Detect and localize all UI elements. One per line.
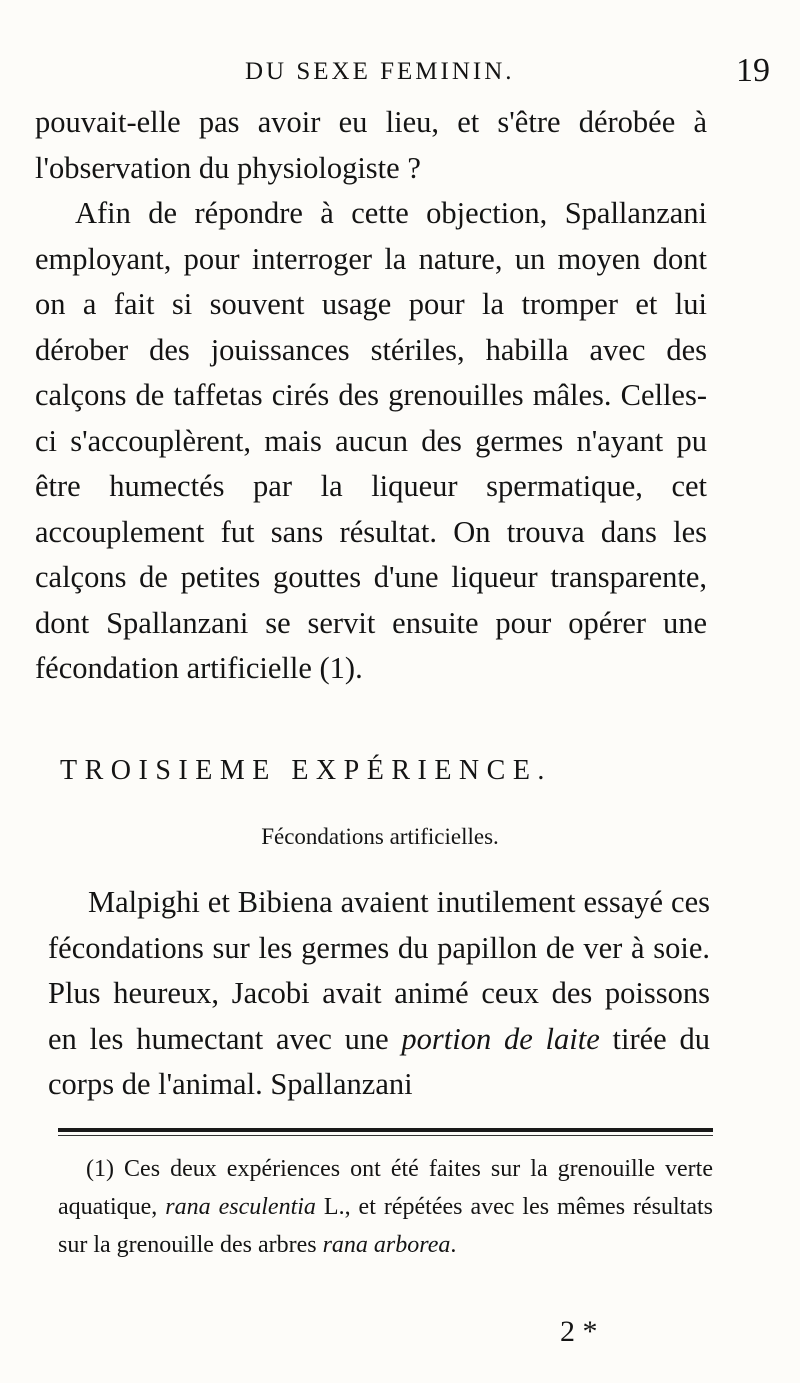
page-header <box>40 52 770 102</box>
signature-mark: 2 * <box>560 1315 598 1348</box>
footnote-paragraph <box>58 1150 713 1264</box>
paragraph-3-italic: portion de laite <box>401 1021 600 1056</box>
footnote-part-1: (1) Ces deux expériences ont été faites sur la grenouille verte aquatique, <box>58 1156 713 1220</box>
page-number: 19 <box>736 52 770 89</box>
footnote-part-2: L., et répétées avec les mêmes résultats sur la grenouille des arbres <box>58 1194 714 1258</box>
paragraph-1: pouvait-elle pas avoir eu lieu, et s'être dérobée à l'observation du physiologiste ? <box>35 105 707 185</box>
footnote-part-3: . <box>450 1232 457 1258</box>
body-text-2 <box>48 880 710 1108</box>
paragraph-3-end: tirée du corps de l'animal. Spallanzani <box>48 1021 710 1101</box>
footnote-italic-2: rana arborea <box>322 1232 451 1258</box>
footnote-rule-thin <box>58 1135 713 1136</box>
footnote <box>58 1150 713 1264</box>
paragraph-2: Afin de répondre à cette objection, Spallanzani employant, pour interroger la nature, un moyen dont on a fait si souvent usage pour la tromper et lui dérober des jouissances stériles, habilla avec des calçons de taffetas cirés des grenouilles mâles. Celles-ci s'accouplèrent, mais aucun des germes n'ayant pu être humectés par la liqueur spermatique, cet accouplement fut sans résultat. On trouva dans les calçons de petites gouttes d'une liqueur transparente, dont Spallanzani se servit ensuite pour opérer une fécondation artificielle (1). <box>35 196 707 685</box>
paragraph-3-start: Malpighi et Bibiena avaient inutilement essayé ces fécondations sur les germes du papillon de ver à soie. Plus heureux, Jacobi avait animé ceux des poissons en les humectant avec une <box>48 885 710 1056</box>
section-heading: TROISIEME EXPÉRIENCE. <box>60 755 552 786</box>
subsection-heading: Fécondations artificielles. <box>261 824 499 849</box>
body-text <box>35 100 707 692</box>
running-title: DU SEXE FEMININ. <box>245 58 515 85</box>
footnote-rule <box>58 1128 713 1132</box>
footnote-italic-1: rana esculentia <box>165 1194 316 1220</box>
paragraph-3 <box>48 880 710 1108</box>
